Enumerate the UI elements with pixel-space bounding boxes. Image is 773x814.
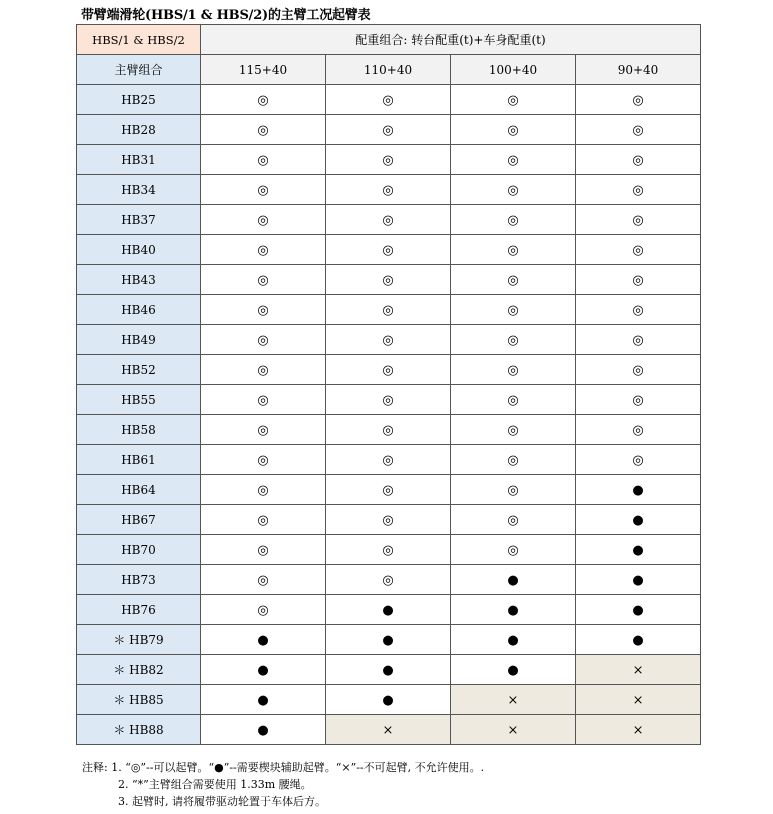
- double-circle-icon: ◎: [507, 152, 519, 168]
- row-label: HB64: [77, 475, 201, 505]
- status-cell: [576, 115, 701, 145]
- counterweight-group-header: 配重组合: 转台配重(t)+车身配重(t): [201, 25, 701, 55]
- column-header: 115+40: [201, 55, 326, 85]
- row-label: HB31: [77, 145, 201, 175]
- status-cell: [326, 145, 451, 175]
- status-cell: [201, 415, 326, 445]
- status-cell: [201, 295, 326, 325]
- status-cell: [576, 205, 701, 235]
- status-cell: [451, 445, 576, 475]
- filled-circle-icon: ●: [632, 602, 644, 618]
- status-cell: [451, 535, 576, 565]
- status-cell: [451, 325, 576, 355]
- row-label: HB73: [77, 565, 201, 595]
- double-circle-icon: ◎: [632, 302, 644, 318]
- status-cell: [451, 415, 576, 445]
- status-cell: [451, 235, 576, 265]
- boom-table: [76, 24, 701, 745]
- double-circle-icon: ◎: [257, 332, 269, 348]
- double-circle-icon: ◎: [257, 482, 269, 498]
- double-circle-icon: ◎: [632, 242, 644, 258]
- filled-circle-icon: ●: [507, 632, 519, 648]
- status-cell: [451, 265, 576, 295]
- status-cell: [576, 625, 701, 655]
- double-circle-icon: ◎: [257, 182, 269, 198]
- table-row: [77, 115, 701, 145]
- status-cell: [451, 505, 576, 535]
- filled-circle-icon: ●: [632, 482, 644, 498]
- status-cell: [201, 715, 326, 745]
- double-circle-icon: ◎: [257, 272, 269, 288]
- row-label: HB34: [77, 175, 201, 205]
- filled-circle-icon: ●: [632, 572, 644, 588]
- row-label: HB40: [77, 235, 201, 265]
- status-cell: [326, 715, 451, 745]
- table-row: [77, 625, 701, 655]
- filled-circle-icon: ●: [632, 512, 644, 528]
- table-row: [77, 295, 701, 325]
- status-cell: [451, 655, 576, 685]
- double-circle-icon: ◎: [507, 212, 519, 228]
- status-cell: [201, 655, 326, 685]
- notes: [82, 759, 484, 810]
- cross-icon: ×: [507, 722, 519, 738]
- row-label: ＊ HB85: [77, 685, 201, 715]
- double-circle-icon: ◎: [507, 362, 519, 378]
- status-cell: [451, 355, 576, 385]
- row-label: HB52: [77, 355, 201, 385]
- note-1: 注释: 1. “◎”--可以起臂。“●”--需要楔块辅助起臂。“×”--不可起臂, 不允许使用。.: [82, 761, 485, 774]
- status-cell: [576, 325, 701, 355]
- column-header: 100+40: [451, 55, 576, 85]
- status-cell: [576, 655, 701, 685]
- status-cell: [451, 85, 576, 115]
- filled-circle-icon: ●: [507, 662, 519, 678]
- status-cell: [576, 265, 701, 295]
- double-circle-icon: ◎: [507, 542, 519, 558]
- status-cell: [326, 625, 451, 655]
- double-circle-icon: ◎: [382, 272, 394, 288]
- double-circle-icon: ◎: [382, 152, 394, 168]
- status-cell: [326, 445, 451, 475]
- boom-combination-header: 主臂组合: [77, 55, 201, 85]
- status-cell: [576, 415, 701, 445]
- double-circle-icon: ◎: [632, 392, 644, 408]
- row-label: ＊ HB88: [77, 715, 201, 745]
- status-cell: [326, 685, 451, 715]
- filled-circle-icon: ●: [632, 542, 644, 558]
- double-circle-icon: ◎: [632, 122, 644, 138]
- double-circle-icon: ◎: [257, 362, 269, 378]
- status-cell: [326, 505, 451, 535]
- status-cell: [201, 85, 326, 115]
- row-label: HB37: [77, 205, 201, 235]
- double-circle-icon: ◎: [382, 332, 394, 348]
- note-2: 2. “*”主臂组合需要使用 1.33m 腰绳。: [118, 778, 312, 791]
- filled-circle-icon: ●: [382, 632, 394, 648]
- status-cell: [576, 565, 701, 595]
- table-row: [77, 85, 701, 115]
- status-cell: [451, 385, 576, 415]
- filled-circle-icon: ●: [382, 662, 394, 678]
- row-label: HB76: [77, 595, 201, 625]
- double-circle-icon: ◎: [507, 302, 519, 318]
- cross-icon: ×: [382, 722, 394, 738]
- row-label: HB55: [77, 385, 201, 415]
- row-label: HB70: [77, 535, 201, 565]
- column-header: 110+40: [326, 55, 451, 85]
- status-cell: [201, 325, 326, 355]
- status-cell: [201, 385, 326, 415]
- double-circle-icon: ◎: [632, 422, 644, 438]
- status-cell: [576, 445, 701, 475]
- row-label: HB43: [77, 265, 201, 295]
- cross-icon: ×: [507, 692, 519, 708]
- double-circle-icon: ◎: [382, 242, 394, 258]
- status-cell: [451, 595, 576, 625]
- page-title: 带臂端滑轮(HBS/1 & HBS/2)的主臂工况起臂表: [81, 8, 371, 23]
- double-circle-icon: ◎: [382, 302, 394, 318]
- table-body: [77, 85, 701, 745]
- table-row: [77, 235, 701, 265]
- status-cell: [201, 235, 326, 265]
- table-row: [77, 595, 701, 625]
- double-circle-icon: ◎: [507, 422, 519, 438]
- status-cell: [326, 235, 451, 265]
- double-circle-icon: ◎: [382, 392, 394, 408]
- table-row: [77, 265, 701, 295]
- double-circle-icon: ◎: [507, 482, 519, 498]
- status-cell: [201, 175, 326, 205]
- status-cell: [326, 355, 451, 385]
- double-circle-icon: ◎: [257, 512, 269, 528]
- status-cell: [326, 265, 451, 295]
- status-cell: [326, 115, 451, 145]
- row-label: ＊ HB82: [77, 655, 201, 685]
- row-label: HB58: [77, 415, 201, 445]
- status-cell: [451, 115, 576, 145]
- status-cell: [576, 235, 701, 265]
- double-circle-icon: ◎: [257, 542, 269, 558]
- double-circle-icon: ◎: [257, 452, 269, 468]
- filled-circle-icon: ●: [507, 602, 519, 618]
- status-cell: [201, 445, 326, 475]
- double-circle-icon: ◎: [382, 572, 394, 588]
- status-cell: [326, 85, 451, 115]
- row-label: HB49: [77, 325, 201, 355]
- status-cell: [451, 685, 576, 715]
- row-label: HB61: [77, 445, 201, 475]
- status-cell: [201, 565, 326, 595]
- double-circle-icon: ◎: [632, 152, 644, 168]
- status-cell: [201, 115, 326, 145]
- double-circle-icon: ◎: [382, 362, 394, 378]
- table-header-row-2: [77, 55, 701, 85]
- double-circle-icon: ◎: [382, 452, 394, 468]
- filled-circle-icon: ●: [257, 722, 269, 738]
- status-cell: [326, 565, 451, 595]
- status-cell: [576, 535, 701, 565]
- filled-circle-icon: ●: [257, 632, 269, 648]
- status-cell: [576, 475, 701, 505]
- table-row: [77, 355, 701, 385]
- double-circle-icon: ◎: [632, 92, 644, 108]
- table-row: [77, 325, 701, 355]
- double-circle-icon: ◎: [632, 182, 644, 198]
- double-circle-icon: ◎: [382, 182, 394, 198]
- status-cell: [326, 175, 451, 205]
- double-circle-icon: ◎: [507, 122, 519, 138]
- status-cell: [576, 295, 701, 325]
- double-circle-icon: ◎: [507, 452, 519, 468]
- status-cell: [201, 265, 326, 295]
- filled-circle-icon: ●: [382, 602, 394, 618]
- double-circle-icon: ◎: [507, 92, 519, 108]
- double-circle-icon: ◎: [382, 512, 394, 528]
- double-circle-icon: ◎: [257, 302, 269, 318]
- status-cell: [326, 415, 451, 445]
- table-row: [77, 145, 701, 175]
- row-label: HB46: [77, 295, 201, 325]
- double-circle-icon: ◎: [507, 392, 519, 408]
- double-circle-icon: ◎: [507, 242, 519, 258]
- status-cell: [576, 685, 701, 715]
- double-circle-icon: ◎: [257, 152, 269, 168]
- row-label: HB67: [77, 505, 201, 535]
- double-circle-icon: ◎: [507, 272, 519, 288]
- table-row: [77, 565, 701, 595]
- row-label: HB28: [77, 115, 201, 145]
- status-cell: [451, 565, 576, 595]
- status-cell: [576, 385, 701, 415]
- double-circle-icon: ◎: [382, 122, 394, 138]
- table-row: [77, 655, 701, 685]
- double-circle-icon: ◎: [632, 212, 644, 228]
- status-cell: [326, 535, 451, 565]
- status-cell: [201, 535, 326, 565]
- double-circle-icon: ◎: [632, 452, 644, 468]
- double-circle-icon: ◎: [382, 482, 394, 498]
- status-cell: [326, 655, 451, 685]
- double-circle-icon: ◎: [632, 362, 644, 378]
- status-cell: [451, 475, 576, 505]
- double-circle-icon: ◎: [257, 422, 269, 438]
- status-cell: [576, 355, 701, 385]
- table-row: [77, 475, 701, 505]
- table-row: [77, 535, 701, 565]
- status-cell: [201, 625, 326, 655]
- double-circle-icon: ◎: [382, 92, 394, 108]
- table-row: [77, 175, 701, 205]
- corner-header: HBS/1 & HBS/2: [77, 25, 201, 55]
- status-cell: [451, 145, 576, 175]
- status-cell: [451, 175, 576, 205]
- double-circle-icon: ◎: [257, 392, 269, 408]
- table-row: [77, 385, 701, 415]
- status-cell: [201, 505, 326, 535]
- cross-icon: ×: [632, 722, 644, 738]
- double-circle-icon: ◎: [507, 512, 519, 528]
- double-circle-icon: ◎: [507, 332, 519, 348]
- status-cell: [451, 205, 576, 235]
- row-label: ＊ HB79: [77, 625, 201, 655]
- double-circle-icon: ◎: [507, 182, 519, 198]
- status-cell: [576, 505, 701, 535]
- table-row: [77, 685, 701, 715]
- status-cell: [326, 595, 451, 625]
- table-row: [77, 415, 701, 445]
- double-circle-icon: ◎: [257, 122, 269, 138]
- cross-icon: ×: [632, 662, 644, 678]
- double-circle-icon: ◎: [257, 212, 269, 228]
- table-row: [77, 715, 701, 745]
- filled-circle-icon: ●: [507, 572, 519, 588]
- double-circle-icon: ◎: [632, 272, 644, 288]
- table-row: [77, 505, 701, 535]
- status-cell: [201, 595, 326, 625]
- note-3: 3. 起臂时, 请将履带驱动轮置于车体后方。: [118, 795, 326, 808]
- table-header-row-1: [77, 25, 701, 55]
- double-circle-icon: ◎: [382, 542, 394, 558]
- status-cell: [326, 475, 451, 505]
- status-cell: [201, 685, 326, 715]
- status-cell: [201, 205, 326, 235]
- status-cell: [201, 475, 326, 505]
- filled-circle-icon: ●: [257, 662, 269, 678]
- filled-circle-icon: ●: [632, 632, 644, 648]
- status-cell: [326, 385, 451, 415]
- status-cell: [451, 715, 576, 745]
- double-circle-icon: ◎: [382, 212, 394, 228]
- status-cell: [576, 175, 701, 205]
- status-cell: [326, 325, 451, 355]
- status-cell: [326, 205, 451, 235]
- row-label: HB25: [77, 85, 201, 115]
- double-circle-icon: ◎: [382, 422, 394, 438]
- double-circle-icon: ◎: [632, 332, 644, 348]
- status-cell: [576, 715, 701, 745]
- status-cell: [576, 145, 701, 175]
- status-cell: [576, 595, 701, 625]
- status-cell: [201, 145, 326, 175]
- filled-circle-icon: ●: [257, 692, 269, 708]
- cross-icon: ×: [632, 692, 644, 708]
- status-cell: [576, 85, 701, 115]
- filled-circle-icon: ●: [382, 692, 394, 708]
- status-cell: [451, 295, 576, 325]
- status-cell: [451, 625, 576, 655]
- column-header: 90+40: [576, 55, 701, 85]
- table-row: [77, 445, 701, 475]
- double-circle-icon: ◎: [257, 602, 269, 618]
- double-circle-icon: ◎: [257, 92, 269, 108]
- double-circle-icon: ◎: [257, 572, 269, 588]
- double-circle-icon: ◎: [257, 242, 269, 258]
- table-row: [77, 205, 701, 235]
- status-cell: [326, 295, 451, 325]
- status-cell: [201, 355, 326, 385]
